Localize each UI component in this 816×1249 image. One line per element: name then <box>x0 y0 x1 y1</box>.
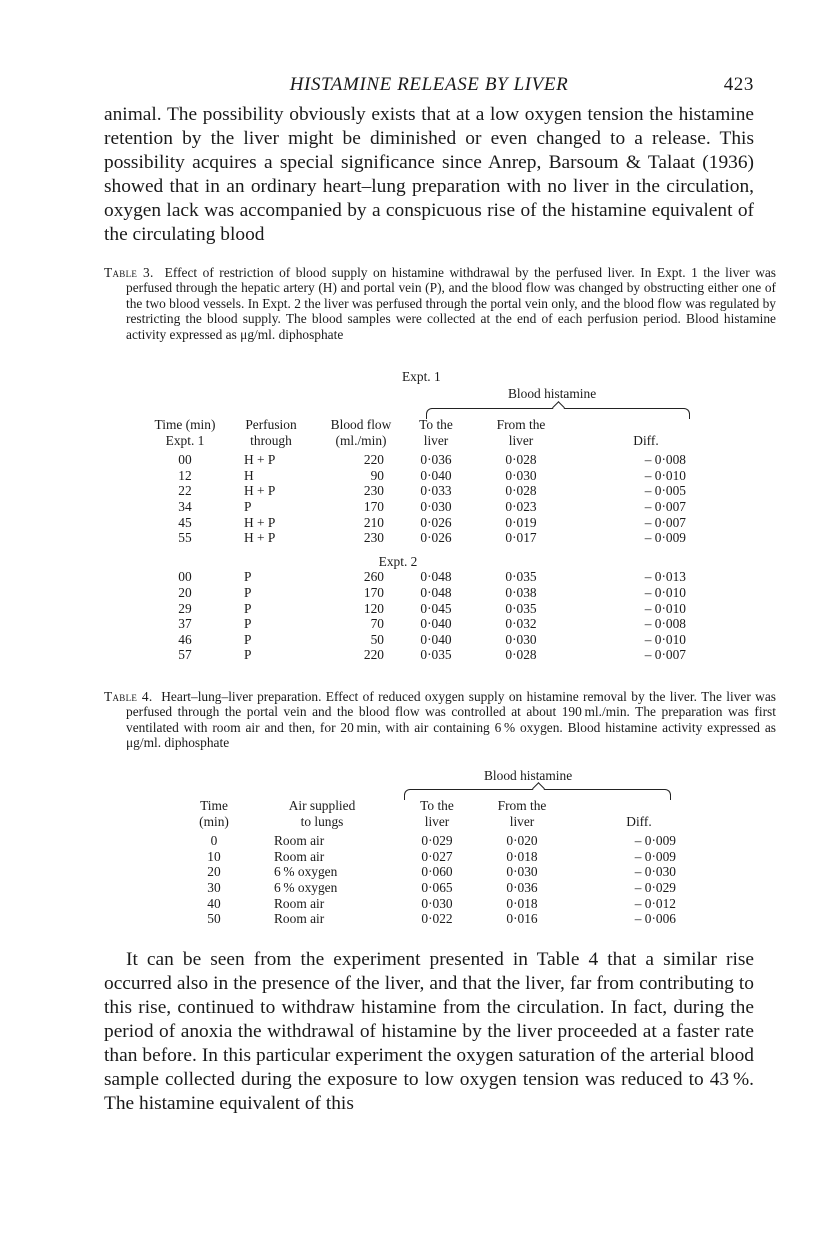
table4 <box>186 798 676 927</box>
cell-diff: – 0·005 <box>644 483 686 499</box>
cell-perfusion: P <box>244 569 252 585</box>
cell-diff: – 0·010 <box>644 600 686 616</box>
cell-flow: 120 <box>363 600 384 616</box>
table4-caption-text: Heart–lung–liver preparation. Effect of reduced oxygen supply on histamine removal by the liver. The liver was perfused through the portal vein and the blood flow was controlled at about 190 ml./min. The preparation was first ventilated with room air and then, for 20 min, with air containing 6 % oxygen. Blood histamine activity expressed as μg/ml. diphosphate <box>126 689 777 751</box>
cell-perfusion: P <box>244 498 252 514</box>
cell-to: 0·040 <box>420 616 452 632</box>
cell-from: 0·028 <box>505 647 537 663</box>
table3-expt2-label-row <box>144 554 686 570</box>
cell-flow: 70 <box>370 616 384 632</box>
cell-from: 0·028 <box>505 483 537 499</box>
cell-perfusion: P <box>244 584 252 600</box>
cell-diff: – 0·007 <box>644 514 686 530</box>
table-row <box>144 601 686 617</box>
cell-flow: 260 <box>363 569 384 585</box>
cell-flow: 230 <box>363 530 384 546</box>
cell-from: 0·036 <box>506 879 538 895</box>
cell-to: 0·045 <box>420 600 452 616</box>
cell-to: 0·060 <box>421 864 453 880</box>
cell-from: 0·030 <box>506 864 538 880</box>
cell-to: 0·030 <box>421 895 453 911</box>
cell-to: 0·029 <box>421 833 453 849</box>
cell-flow: 50 <box>370 631 384 647</box>
running-head-title: HISTAMINE RELEASE BY LIVER <box>289 74 569 95</box>
th-perfusion-sub: through <box>250 432 292 448</box>
cell-diff: – 0·006 <box>634 911 676 927</box>
th-from-liver: From the <box>496 417 546 432</box>
table4-header-row-1 <box>186 798 676 814</box>
cell-to: 0·022 <box>421 911 453 927</box>
cell-to: 0·040 <box>420 467 452 483</box>
cell-from: 0·019 <box>505 514 537 530</box>
cell-time: 50 <box>207 911 221 927</box>
th-air-supplied: Air supplied <box>288 798 356 813</box>
cell-time: 22 <box>178 483 192 499</box>
cell-flow: 90 <box>370 467 384 483</box>
cell-time: 00 <box>178 569 192 585</box>
table-row <box>144 585 686 601</box>
cell-to: 0·033 <box>420 483 452 499</box>
table-row <box>144 616 686 632</box>
cell-from: 0·038 <box>505 584 537 600</box>
th-to-liver: To the <box>419 417 453 432</box>
cell-diff: – 0·030 <box>634 864 676 880</box>
cell-to: 0·036 <box>420 452 452 468</box>
cell-from: 0·028 <box>505 452 537 468</box>
th-diff: Diff. <box>626 813 652 829</box>
table-row <box>144 632 686 648</box>
cell-to: 0·048 <box>420 584 452 600</box>
table3-expt1-label: Expt. 1 <box>402 369 441 384</box>
table-row <box>144 569 686 585</box>
cell-diff: – 0·008 <box>644 452 686 468</box>
table-row <box>186 833 676 849</box>
cell-to: 0·040 <box>420 631 452 647</box>
table-row <box>186 880 676 896</box>
cell-time: 29 <box>178 600 192 616</box>
table4-label: Table 4. <box>104 689 153 704</box>
cell-diff: – 0·010 <box>644 467 686 483</box>
th-time: Time (min) <box>154 417 216 432</box>
cell-air: 6 % oxygen <box>274 864 338 880</box>
cell-diff: – 0·008 <box>644 616 686 632</box>
cell-time: 45 <box>178 514 192 530</box>
cell-flow: 170 <box>363 498 384 514</box>
table-row <box>186 864 676 880</box>
cell-diff: – 0·009 <box>634 848 676 864</box>
th-blood-flow: Blood flow <box>330 417 392 432</box>
cell-to: 0·027 <box>421 848 453 864</box>
table3-caption-text: Effect of restriction of blood supply on histamine withdrawal by the perfused liver. In Expt. 1 the liver was perfused through the hepatic artery (H) and portal vein (P), and the blood flow was changed by obstructing either one of the two blood vessels. In Expt. 2 the liver was perfused through the portal vein only, and the blood flow was regulated by restricting the blood supply. The blood samples were collected at the end of each perfusion period. Blood histamine activity expressed as μg/ml. diphosphate <box>126 265 777 342</box>
cell-perfusion: H + P <box>244 514 276 530</box>
cell-time: 34 <box>178 498 192 514</box>
th-blood-flow-sub: (ml./min) <box>335 432 387 448</box>
cell-from: 0·035 <box>505 600 537 616</box>
th-time-sub: Expt. 1 <box>165 432 205 448</box>
cell-from: 0·016 <box>506 911 538 927</box>
cell-air: Room air <box>274 848 325 864</box>
cell-to: 0·026 <box>420 514 452 530</box>
cell-time: 30 <box>207 879 221 895</box>
cell-from: 0·018 <box>506 848 538 864</box>
cell-flow: 220 <box>363 452 384 468</box>
cell-diff: – 0·007 <box>644 647 686 663</box>
cell-diff: – 0·010 <box>644 584 686 600</box>
table4-group-header: Blood histamine <box>484 768 573 783</box>
table3-label: Table 3. <box>104 265 154 280</box>
cell-perfusion: H + P <box>244 483 276 499</box>
table3-caption <box>104 265 776 342</box>
cell-from: 0·017 <box>505 530 537 546</box>
cell-from: 0·023 <box>505 498 537 514</box>
table3-group-header: Blood histamine <box>508 386 597 401</box>
cell-perfusion: P <box>244 631 252 647</box>
cell-diff: – 0·013 <box>644 569 686 585</box>
th-time-sub: (min) <box>199 813 229 829</box>
cell-from: 0·030 <box>505 631 537 647</box>
th-air-sub: to lungs <box>300 813 344 829</box>
cell-perfusion: H <box>244 467 254 483</box>
cell-perfusion: P <box>244 616 252 632</box>
cell-time: 57 <box>178 647 192 663</box>
cell-air: Room air <box>274 895 325 911</box>
table-row <box>186 911 676 927</box>
running-head <box>104 74 754 98</box>
cell-diff: – 0·009 <box>634 833 676 849</box>
cell-time: 46 <box>178 631 192 647</box>
table3 <box>144 417 686 663</box>
cell-diff: – 0·012 <box>634 895 676 911</box>
cell-flow: 230 <box>363 483 384 499</box>
table3-expt2-label: Expt. 2 <box>378 553 418 569</box>
cell-from: 0·030 <box>505 467 537 483</box>
table3-header-row-2 <box>144 433 686 449</box>
cell-to: 0·065 <box>421 879 453 895</box>
cell-diff: – 0·010 <box>644 631 686 647</box>
cell-time: 37 <box>178 616 192 632</box>
body-paragraph-1: animal. The possibility obviously exists that at a low oxygen tension the histamine retention by the liver might be diminished or even changed to a release. This possibility acquires a special significance since Anrep, Barsoum & Talaat (1936) showed that in an ordinary heart–lung preparation with no liver in the circulation, oxygen lack was accompanied by a conspicuous rise of the histamine equivalent of the circulating blood <box>104 104 754 245</box>
cell-from: 0·035 <box>505 569 537 585</box>
cell-diff: – 0·029 <box>634 879 676 895</box>
th-to-liver-sub: liver <box>424 813 450 829</box>
cell-to: 0·030 <box>420 498 452 514</box>
cell-perfusion: P <box>244 647 252 663</box>
th-from-liver: From the <box>497 798 547 813</box>
cell-time: 0 <box>210 833 218 849</box>
table-row <box>144 452 686 468</box>
cell-to: 0·026 <box>420 530 452 546</box>
cell-flow: 220 <box>363 647 384 663</box>
table-row <box>144 647 686 663</box>
th-time: Time <box>200 798 228 813</box>
cell-flow: 170 <box>363 584 384 600</box>
table4-header-row-2 <box>186 814 676 830</box>
cell-time: 55 <box>178 530 192 546</box>
th-to-liver-sub: liver <box>423 432 449 448</box>
cell-perfusion: H + P <box>244 530 276 546</box>
cell-from: 0·020 <box>506 833 538 849</box>
th-from-liver-sub: liver <box>509 813 535 829</box>
cell-time: 10 <box>207 848 221 864</box>
table-row <box>186 849 676 865</box>
th-from-liver-sub: liver <box>508 432 534 448</box>
cell-flow: 210 <box>363 514 384 530</box>
table4-caption <box>104 689 776 751</box>
body-paragraph-2: It can be seen from the experiment presented in Table 4 that a similar rise occurred also in the presence of the liver, and that the liver, far from contributing to this rise, continued to withdraw histamine from the circulation. In fact, during the period of anoxia the withdrawal of histamine by the liver proceeded at a faster rate than before. In this particular experiment the oxygen saturation of the arterial blood sample collected during the exposure to low oxygen tension was reduced to 43 %. The histamine equivalent of this <box>104 949 754 1114</box>
table-row <box>144 483 686 499</box>
table-row <box>144 499 686 515</box>
th-diff: Diff. <box>633 432 659 448</box>
table-row <box>144 530 686 546</box>
cell-time: 00 <box>178 452 192 468</box>
cell-diff: – 0·009 <box>644 530 686 546</box>
cell-air: Room air <box>274 833 325 849</box>
th-perfusion: Perfusion <box>245 417 297 432</box>
page-number: 423 <box>723 74 754 95</box>
cell-diff: – 0·007 <box>644 498 686 514</box>
cell-time: 20 <box>207 864 221 880</box>
cell-air: Room air <box>274 911 325 927</box>
table-row <box>144 515 686 531</box>
cell-perfusion: P <box>244 600 252 616</box>
table3-header-row-1 <box>144 417 686 433</box>
th-to-liver: To the <box>420 798 454 813</box>
cell-time: 12 <box>178 467 192 483</box>
table-row <box>144 468 686 484</box>
cell-from: 0·032 <box>505 616 537 632</box>
cell-air: 6 % oxygen <box>274 879 338 895</box>
cell-time: 20 <box>178 584 192 600</box>
cell-to: 0·048 <box>420 569 452 585</box>
cell-to: 0·035 <box>420 647 452 663</box>
cell-perfusion: H + P <box>244 452 276 468</box>
table-row <box>186 896 676 912</box>
cell-time: 40 <box>207 895 221 911</box>
cell-from: 0·018 <box>506 895 538 911</box>
